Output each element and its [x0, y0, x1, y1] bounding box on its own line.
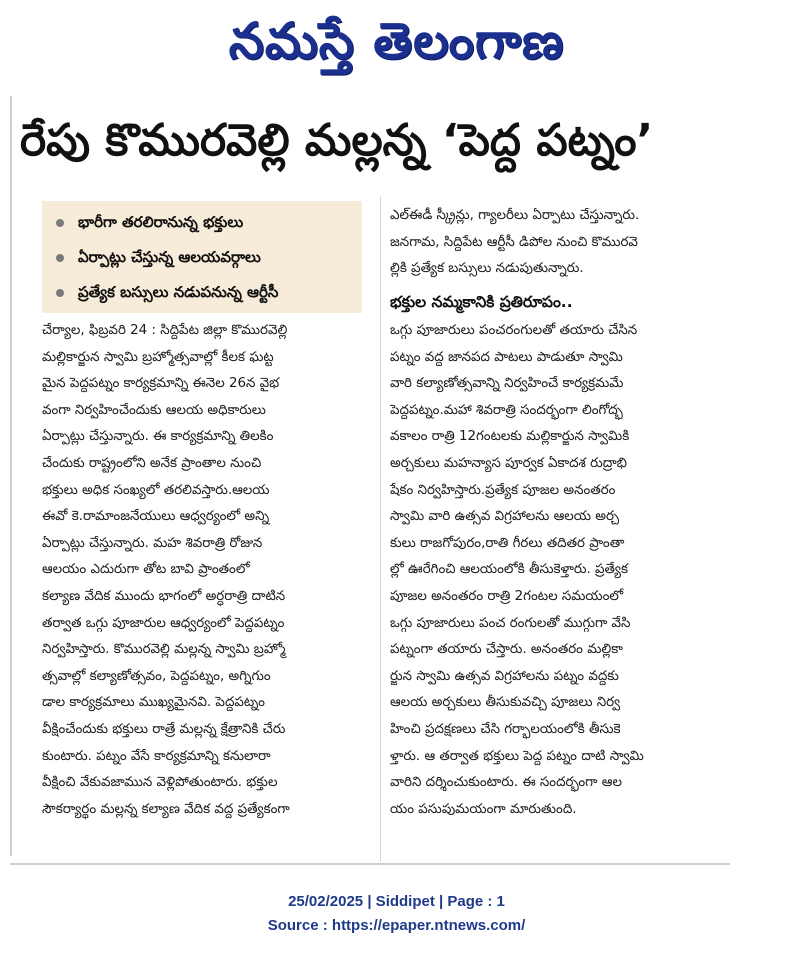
body-line: ఏర్పాట్లు చేస్తున్నారు. ఈ కార్యక్రమాన్ని తిలకిం [42, 429, 274, 445]
body-line: ల్లికి ప్రత్యేక బస్సులు నడుపుతున్నారు. [390, 261, 584, 277]
body-line: చేందుకు రాష్ట్రంలోని అనేక ప్రాంతాల నుంచి [42, 455, 262, 471]
body-line: ర్జున స్వామి ఉత్సవ విగ్రహాలను పట్నం వద్దకు [390, 668, 619, 684]
article-body-right-column [390, 318, 735, 823]
body-line: సౌకర్యార్థం మల్లన్న కల్యాణ వేదిక వద్ద ప్రత్యేకంగా [42, 801, 290, 817]
body-line: ఏర్పాట్లు చేస్తున్నారు. మహ శివరాత్రి రోజున [42, 535, 263, 551]
body-line: ళ్తారు. ఆ తర్వాత భక్తులు పెద్ద పట్నం దాటి స్వామి [390, 748, 644, 764]
bullet-icon [56, 219, 64, 227]
body-line: ఎల్ఈడీ స్క్రీన్లు, గ్యాలరీలు ఏర్పాటు చేస్తున్నారు. [390, 208, 640, 223]
body-line: వంగా నిర్వహించేందుకు ఆలయ అధికారులు [42, 402, 266, 418]
body-line: ఈవో కె.రామాంజనేయులు ఆధ్వర్యంలో అన్ని [42, 509, 270, 525]
bullet-icon [56, 289, 64, 297]
body-line: వారి కల్యాణోత్సవాన్ని నిర్వహించే కార్యక్రమమే [390, 376, 624, 392]
highlight-item [56, 242, 356, 272]
footer-edition-info: 25/02/2025 | Siddipet | Page : 1 [288, 893, 505, 910]
body-line: నిర్వహిస్తారు. కొమురవెల్లి మల్లన్న స్వామి బ్రహ్మో [42, 642, 286, 658]
body-line: డాల కార్యక్రమాలు ముఖ్యమైనవి. పెద్దపట్నం [42, 695, 265, 711]
footer-source-link[interactable]: Source : https://epaper.ntnews.com/ [267, 917, 526, 934]
body-line: పట్నంగా తయారు చేస్తారు. అనంతరం మల్లికా [390, 642, 623, 658]
body-line: కులు రాజగోపురం,రాతి గీరలు తదితర ప్రాంతా [390, 535, 625, 551]
body-line: ఆలయం ఎదురుగా తోట బావి ప్రాంతంలో [42, 562, 250, 578]
body-line: వీక్షించి వేకువజామున వెళ్లిపోతుంటారు. భక్తుల [42, 775, 278, 791]
article-body-right-column-top [390, 203, 735, 283]
body-line: స్వామి వారి ఉత్సవ విగ్రహాలను ఆలయ అర్చ [390, 509, 620, 525]
body-line: వారిని దర్శించుకుంటారు. ఈ సందర్భంగా ఆల [390, 775, 622, 791]
body-line: ఒగ్గు పూజారులు పంచ రంగులతో ముగ్గుగా వేసి [390, 615, 631, 631]
highlight-text: భారీగా తరలిరానున్న భక్తులు [78, 213, 244, 231]
body-line: యం పసుపుమయంగా మారుతుంది. [390, 801, 577, 817]
page-left-rule [10, 96, 12, 856]
bullet-icon [56, 254, 64, 262]
body-line: తర్వాత ఒగ్గు పూజారుల ఆధ్వర్యంలో పెద్దపట్నం [42, 615, 285, 631]
highlight-item [56, 207, 356, 237]
body-line: ఆలయ అర్చకులు తీసుకువచ్చి పూజలు నిర్వ [390, 695, 621, 711]
body-line: కల్యాణ వేదిక ముందు భాగంలో అర్ధరాత్రి దాటిన [42, 588, 286, 604]
highlights-box [42, 201, 362, 313]
body-line: వీక్షించేందుకు భక్తులు రాత్రే మల్లన్న క్షేత్రానికి చేరు [42, 721, 286, 737]
masthead-logo: నమస్తే తెలంగాణ [228, 12, 565, 70]
article-body-left-column [42, 318, 372, 823]
body-line: పెద్దపట్నం.మహా శివరాత్రి సందర్భంగా లింగోద్భ [390, 402, 623, 418]
body-line: పూజల అనంతరం రాత్రి 2గంటల సమయంలో [390, 588, 624, 604]
bottom-rule [10, 863, 730, 865]
body-line: ల్లో ఊరేగించి ఆలయంలోకి తీసుకెళ్తారు. ప్రత్యేక [390, 562, 628, 578]
body-line: పట్నం వద్ద జానపద పాటలు పాడుతూ స్వామి [390, 349, 623, 365]
highlight-item [56, 277, 356, 307]
body-line: షేకం నిర్వహిస్తారు.ప్రత్యేక పూజల అనంతరం [390, 482, 616, 498]
body-line: కుంటారు. పట్నం వేసే కార్యక్రమాన్ని కనులారా [42, 748, 271, 764]
highlight-text: ప్రత్యేక బస్సులు నడుపనున్న ఆర్టీసీ [78, 283, 279, 301]
body-line: అర్చకులు మహన్యాస పూర్వక ఏకాదశ రుద్రాభి [390, 455, 627, 471]
body-line: జనగామ, సిద్దిపేట ఆర్టీసీ డిపోల నుంచి కొమురవె [390, 234, 638, 250]
article-headline: రేపు కొమురవెల్లి మల్లన్న ‘పెద్ద పట్నం’ [20, 115, 654, 166]
highlight-text: ఏర్పాట్లు చేస్తున్న ఆలయవర్గాలు [78, 248, 261, 266]
body-line: వకాలం రాత్రి 12గంటలకు మల్లికార్జున స్వామికి [390, 429, 630, 445]
body-line: మైన పెద్దపట్నం కార్యక్రమాన్ని ఈనెల 26న వైభ [42, 376, 280, 392]
article-subheading: భక్తుల నమ్మకానికి ప్రతిరూపం.. [390, 293, 573, 311]
body-line: మల్లికార్జున స్వామి బ్రహ్మోత్సవాల్లో కీలక ఘట్ట [42, 349, 274, 365]
body-line: హించి ప్రదక్షణలు చేసి గర్భాలయంలోకి తీసుకె [390, 721, 621, 737]
column-divider [380, 196, 381, 861]
body-line: త్సవాల్లో కల్యాణోత్సవం, పెద్దపట్నం, అగ్నిగుం [42, 668, 271, 684]
body-line: ఒగ్గు పూజారులు పంచరంగులతో తయారు చేసిన [390, 323, 638, 338]
body-line: భక్తులు అధిక సంఖ్యలో తరలివస్తారు.ఆలయ [42, 482, 270, 498]
body-line: చేర్యాల, ఫిబ్రవరి 24 : సిద్దిపేట జిల్లా కొమురవెల్లి [42, 323, 288, 338]
